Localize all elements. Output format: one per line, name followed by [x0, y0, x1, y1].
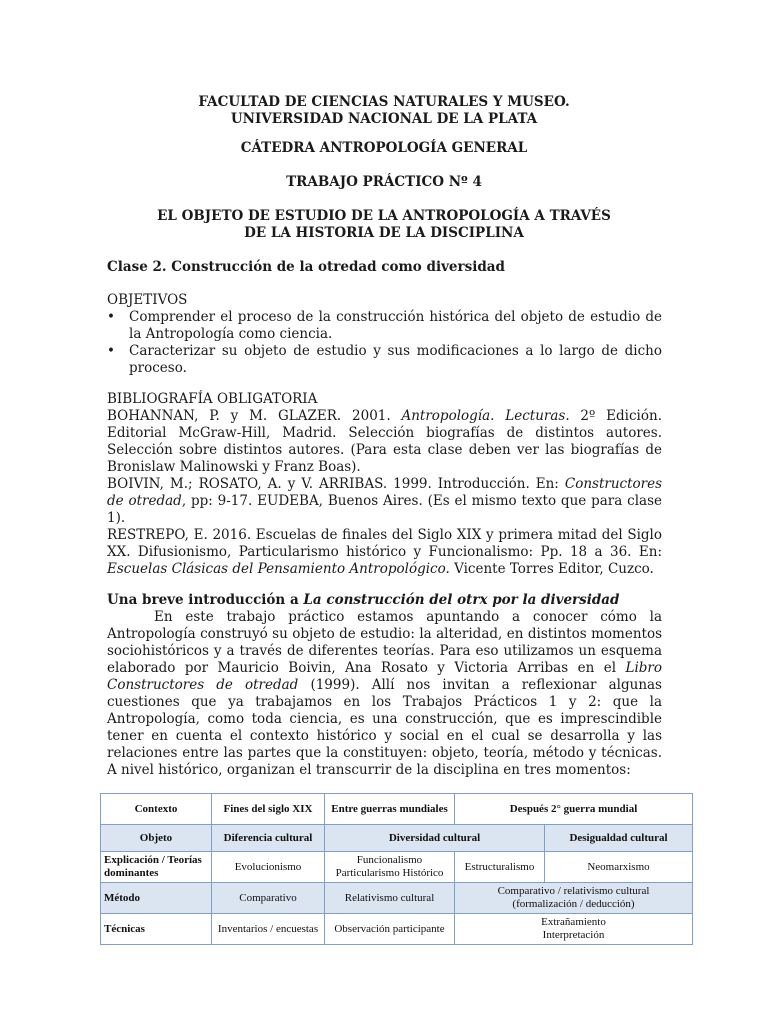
cell-line: Extrañamiento — [541, 916, 606, 928]
catedra-line: CÁTEDRA ANTROPOLOGÍA GENERAL — [240, 140, 528, 156]
institution-header — [0, 94, 768, 128]
entry-text: RESTREPO, E. 2016. Escuelas de finales del Siglo XIX y primera mitad del Siglo XX. Difusionismo, Particularismo histórico y Funcionalismo: Pp. 18 a 36. En: — [107, 527, 662, 560]
bibliography-section — [107, 391, 662, 578]
table-cell: Estructuralismo — [455, 852, 545, 883]
faculty-line: FACULTAD DE CIENCIAS NATURALES Y MUSEO. — [198, 94, 570, 110]
row-label: Método — [101, 883, 212, 914]
bibliography-heading: BIBLIOGRAFÍA OBLIGATORIA — [107, 391, 318, 407]
row-label: Técnicas — [101, 914, 212, 945]
row-label: Explicación / Teorías dominantes — [101, 852, 212, 883]
document-title — [0, 208, 768, 242]
table-row — [101, 883, 693, 914]
cell-line: Funcionalismo — [356, 854, 423, 866]
bibliography-entry — [107, 527, 662, 578]
list-item: • Caracterizar su objeto de estudio y sus modificaciones a lo largo de dicho proceso. — [129, 343, 662, 377]
intro-heading-text: Una breve introducción a — [107, 592, 304, 608]
table-cell — [325, 852, 455, 883]
paragraph — [107, 609, 662, 779]
header-cell: Contexto — [101, 794, 212, 825]
anthropology-periods-table — [100, 793, 693, 945]
entry-text: BOHANNAN, P. y M. GLAZER. 2001. — [107, 408, 402, 424]
objectives-section — [107, 292, 662, 377]
entry-text: , pp: 9-17. EUDEBA, Buenos Aires. (Es el mismo texto que para clase 1). — [107, 493, 662, 526]
book-title: Libro Constructores de otredad — [107, 660, 662, 693]
table-cell — [455, 883, 693, 914]
cell-line: Particularismo Histórico — [335, 867, 444, 879]
title-line-1: EL OBJETO DE ESTUDIO DE LA ANTROPOLOGÍA A TRAVÉS — [157, 208, 611, 224]
intro-paragraph — [107, 609, 662, 779]
table-cell — [455, 914, 693, 945]
table-cell: Evolucionismo — [212, 852, 325, 883]
table-cell: Diversidad cultural — [325, 825, 545, 852]
table-cell: Desigualdad cultural — [545, 825, 693, 852]
table-cell: Relativismo cultural — [325, 883, 455, 914]
bibliography-entry — [107, 408, 662, 476]
university-line: UNIVERSIDAD NACIONAL DE LA PLATA — [230, 111, 538, 127]
table-row — [101, 914, 693, 945]
table-row — [101, 794, 693, 825]
class-heading: Clase 2. Construcción de la otredad como diversidad — [107, 259, 505, 275]
objectives-heading: OBJETIVOS — [107, 292, 188, 308]
table-cell: Neomarxismo — [545, 852, 693, 883]
entry-title: Constructores de otredad — [107, 476, 662, 509]
header-cell: Fines del siglo XIX — [212, 794, 325, 825]
bibliography-entry — [107, 476, 662, 527]
paragraph-text: En este trabajo práctico estamos apuntando a conocer cómo la Antropología construyó su objeto de estudio: la alteridad, en distintos momentos sociohistóricos y a través de diferentes teorías. Para eso utilizamos un esquema elaborado por Mauricio Boivin, Ana Rosato y Victoria Arribas en el — [107, 609, 662, 676]
table-cell: Diferencia cultural — [212, 825, 325, 852]
table-row — [101, 852, 693, 883]
entry-title: Antropología. Lecturas — [401, 408, 566, 424]
table-cell: Inventarios / encuestas — [212, 914, 325, 945]
entry-text: Vicente Torres Editor, Cuzco. — [449, 561, 654, 577]
table-row — [101, 825, 693, 852]
cell-line: (formalización / deducción) — [512, 898, 635, 910]
objectives-list — [107, 309, 662, 377]
cell-line: Comparativo / relativismo cultural — [497, 885, 650, 897]
title-line-2: DE LA HISTORIA DE LA DISCIPLINA — [244, 225, 524, 241]
row-label: Objeto — [101, 825, 212, 852]
intro-heading — [107, 592, 662, 609]
paragraph-text: (1999). Allí nos invitan a reflexionar algunas cuestiones que ya trabajamos en los Trabajos Prácticos 1 y 2: que la Antropología, como toda ciencia, es una construcción, que es imprescindible tener en cuenta el contexto histórico y social en el cual se desarrolla y las relaciones entre las partes que la constituyen: objeto, teoría, método y técnicas. A nivel histórico, organizan el transcurrir de la disciplina en tres momentos: — [107, 677, 662, 778]
entry-text: BOIVIN, M.; ROSATO, A. y V. ARRIBAS. 1999. Introducción. En: — [107, 476, 565, 492]
header-cell: Después 2° guerra mundial — [455, 794, 693, 825]
header-cell: Entre guerras mundiales — [325, 794, 455, 825]
entry-title: Escuelas Clásicas del Pensamiento Antropológico. — [107, 561, 450, 577]
entry-text: . 2º Edición. Editorial McGraw-Hill, Madrid. Selección biografías de distintos autores. Selección sobre distintos autores. (Para esta clase deben ver las biografías de Bronislaw Malinowski y Franz Boas). — [107, 408, 662, 475]
practical-work-number: TRABAJO PRÁCTICO Nº 4 — [286, 174, 482, 190]
intro-heading-italic: La construcción del otrx por la diversidad — [303, 592, 620, 608]
list-item: • Comprender el proceso de la construcción histórica del objeto de estudio de la Antropología como ciencia. — [129, 309, 662, 343]
table-cell: Observación participante — [325, 914, 455, 945]
table-cell: Comparativo — [212, 883, 325, 914]
cell-line: Interpretación — [542, 929, 605, 941]
